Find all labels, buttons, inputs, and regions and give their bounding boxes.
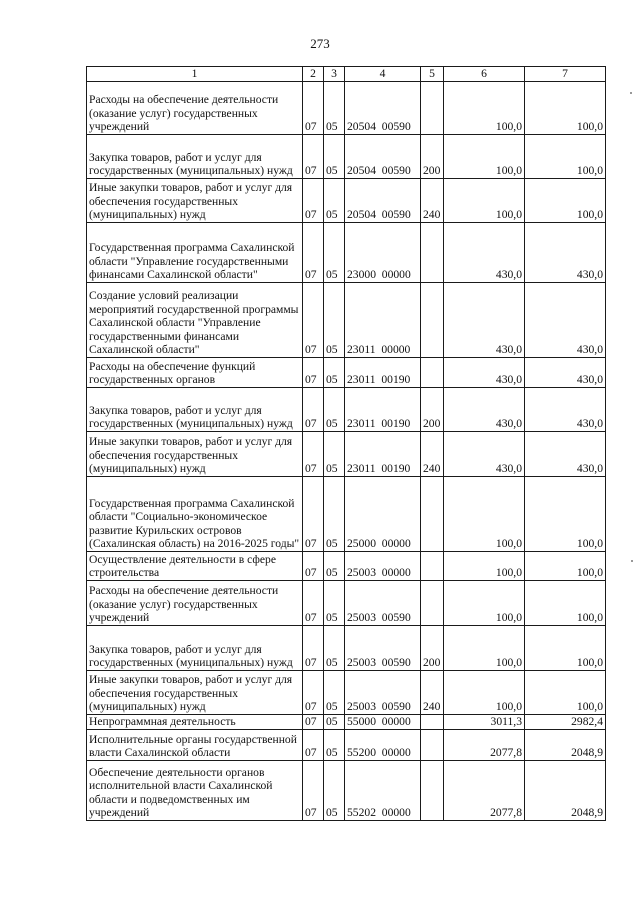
row-section: 07	[303, 432, 324, 477]
row-subsection: 05	[324, 179, 345, 223]
table-row	[87, 179, 606, 223]
row-target-article: 25000 00000	[345, 477, 421, 552]
row-name: Расходы на обеспечение функций государственных органов	[87, 358, 303, 388]
row-section: 07	[303, 477, 324, 552]
row-amount-2: 100,0	[525, 82, 606, 135]
row-amount-1: 430,0	[444, 223, 525, 283]
row-target-article: 20504 00590	[345, 82, 421, 135]
row-section: 07	[303, 358, 324, 388]
scan-speck	[630, 92, 632, 94]
row-section: 07	[303, 671, 324, 715]
row-expense-type	[421, 730, 444, 761]
row-target-article: 55202 00000	[345, 761, 421, 821]
row-subsection: 05	[324, 388, 345, 432]
row-target-article: 25003 00590	[345, 671, 421, 715]
row-section: 07	[303, 715, 324, 730]
row-name: Непрограммная деятельность	[87, 715, 303, 730]
row-amount-1: 100,0	[444, 626, 525, 671]
row-amount-1: 3011,3	[444, 715, 525, 730]
row-expense-type	[421, 581, 444, 626]
row-target-article: 25003 00000	[345, 552, 421, 581]
row-section: 07	[303, 581, 324, 626]
row-section: 07	[303, 179, 324, 223]
row-amount-2: 430,0	[525, 283, 606, 358]
table-row	[87, 626, 606, 671]
row-name: Осуществление деятельности в сфере строительства	[87, 552, 303, 581]
row-amount-1: 430,0	[444, 432, 525, 477]
row-expense-type	[421, 223, 444, 283]
table-row	[87, 432, 606, 477]
row-amount-1: 100,0	[444, 671, 525, 715]
table-row	[87, 730, 606, 761]
row-target-article: 23011 00190	[345, 388, 421, 432]
row-name: Закупка товаров, работ и услуг для государственных (муниципальных) нужд	[87, 135, 303, 179]
row-target-article: 55000 00000	[345, 715, 421, 730]
row-amount-1: 100,0	[444, 82, 525, 135]
row-target-article: 23011 00190	[345, 358, 421, 388]
table-row	[87, 761, 606, 821]
row-section: 07	[303, 82, 324, 135]
table-row	[87, 283, 606, 358]
page-number: 273	[310, 36, 330, 51]
header-cell-target-article: 4	[345, 67, 421, 82]
row-subsection: 05	[324, 283, 345, 358]
row-section: 07	[303, 761, 324, 821]
row-amount-2: 100,0	[525, 179, 606, 223]
row-name: Исполнительные органы государственной власти Сахалинской области	[87, 730, 303, 761]
scan-speck	[631, 560, 633, 562]
row-amount-1: 430,0	[444, 283, 525, 358]
row-amount-2: 100,0	[525, 581, 606, 626]
row-amount-2: 2048,9	[525, 761, 606, 821]
row-name: Расходы на обеспечение деятельности (оказание услуг) государственных учреждений	[87, 581, 303, 626]
row-expense-type	[421, 761, 444, 821]
table-header-row	[87, 67, 606, 82]
row-target-article: 20504 00590	[345, 179, 421, 223]
row-name: Закупка товаров, работ и услуг для государственных (муниципальных) нужд	[87, 388, 303, 432]
row-name: Закупка товаров, работ и услуг для государственных (муниципальных) нужд	[87, 626, 303, 671]
row-amount-2: 100,0	[525, 135, 606, 179]
row-amount-2: 100,0	[525, 626, 606, 671]
header-cell-amount-2: 7	[525, 67, 606, 82]
row-subsection: 05	[324, 715, 345, 730]
row-expense-type	[421, 283, 444, 358]
table-row	[87, 358, 606, 388]
row-section: 07	[303, 626, 324, 671]
header-cell-amount-1: 6	[444, 67, 525, 82]
row-section: 07	[303, 552, 324, 581]
row-amount-1: 2077,8	[444, 761, 525, 821]
row-amount-2: 2048,9	[525, 730, 606, 761]
table-row	[87, 552, 606, 581]
table-row	[87, 581, 606, 626]
row-amount-2: 430,0	[525, 358, 606, 388]
row-target-article: 23011 00190	[345, 432, 421, 477]
row-subsection: 05	[324, 671, 345, 715]
row-name: Иные закупки товаров, работ и услуг для обеспечения государственных (муниципальных) нужд	[87, 671, 303, 715]
row-amount-2: 430,0	[525, 388, 606, 432]
table-row	[87, 388, 606, 432]
row-target-article: 23011 00000	[345, 283, 421, 358]
row-expense-type: 240	[421, 179, 444, 223]
table-row	[87, 135, 606, 179]
row-expense-type	[421, 358, 444, 388]
row-name: Иные закупки товаров, работ и услуг для обеспечения государственных (муниципальных) нужд	[87, 179, 303, 223]
row-subsection: 05	[324, 82, 345, 135]
row-subsection: 05	[324, 626, 345, 671]
row-amount-2: 100,0	[525, 552, 606, 581]
row-expense-type: 200	[421, 135, 444, 179]
row-amount-2: 430,0	[525, 223, 606, 283]
row-section: 07	[303, 283, 324, 358]
row-name: Обеспечение деятельности органов исполнительной власти Сахалинской области и подведомственных им учреждений	[87, 761, 303, 821]
row-subsection: 05	[324, 477, 345, 552]
row-subsection: 05	[324, 223, 345, 283]
row-section: 07	[303, 730, 324, 761]
row-target-article: 23000 00000	[345, 223, 421, 283]
row-subsection: 05	[324, 730, 345, 761]
row-expense-type: 200	[421, 388, 444, 432]
row-target-article: 25003 00590	[345, 626, 421, 671]
row-amount-2: 100,0	[525, 477, 606, 552]
row-section: 07	[303, 135, 324, 179]
row-target-article: 55200 00000	[345, 730, 421, 761]
row-subsection: 05	[324, 358, 345, 388]
row-expense-type	[421, 552, 444, 581]
table-row	[87, 671, 606, 715]
row-subsection: 05	[324, 135, 345, 179]
header-cell-name: 1	[87, 67, 303, 82]
row-subsection: 05	[324, 432, 345, 477]
row-name: Государственная программа Сахалинской области "Управление государственными финансами Сахалинской области"	[87, 223, 303, 283]
row-target-article: 20504 00590	[345, 135, 421, 179]
row-amount-1: 100,0	[444, 581, 525, 626]
row-expense-type	[421, 82, 444, 135]
header-cell-subsection: 3	[324, 67, 345, 82]
row-amount-1: 2077,8	[444, 730, 525, 761]
row-amount-1: 100,0	[444, 135, 525, 179]
row-expense-type: 200	[421, 626, 444, 671]
row-expense-type: 240	[421, 432, 444, 477]
row-name: Расходы на обеспечение деятельности (оказание услуг) государственных учреждений	[87, 82, 303, 135]
row-amount-2: 100,0	[525, 671, 606, 715]
row-amount-1: 100,0	[444, 179, 525, 223]
row-target-article: 25003 00590	[345, 581, 421, 626]
table-row	[87, 223, 606, 283]
row-amount-1: 430,0	[444, 358, 525, 388]
table-row	[87, 715, 606, 730]
row-section: 07	[303, 388, 324, 432]
row-amount-2: 2982,4	[525, 715, 606, 730]
row-name: Создание условий реализации мероприятий государственной программы Сахалинской области "Управление государственными финансами Сахалинской области"	[87, 283, 303, 358]
row-name: Иные закупки товаров, работ и услуг для обеспечения государственных (муниципальных) нужд	[87, 432, 303, 477]
row-expense-type	[421, 477, 444, 552]
table-row	[87, 477, 606, 552]
row-expense-type: 240	[421, 671, 444, 715]
row-subsection: 05	[324, 581, 345, 626]
budget-table	[86, 66, 606, 821]
row-subsection: 05	[324, 761, 345, 821]
row-amount-2: 430,0	[525, 432, 606, 477]
row-name: Государственная программа Сахалинской области "Социально-экономическое развитие Курильских островов (Сахалинская область) на 2016-2025 годы"	[87, 477, 303, 552]
row-expense-type	[421, 715, 444, 730]
row-subsection: 05	[324, 552, 345, 581]
header-cell-section: 2	[303, 67, 324, 82]
table-row	[87, 82, 606, 135]
row-amount-1: 430,0	[444, 388, 525, 432]
row-amount-1: 100,0	[444, 552, 525, 581]
row-section: 07	[303, 223, 324, 283]
row-amount-1: 100,0	[444, 477, 525, 552]
header-cell-expense-type: 5	[421, 67, 444, 82]
